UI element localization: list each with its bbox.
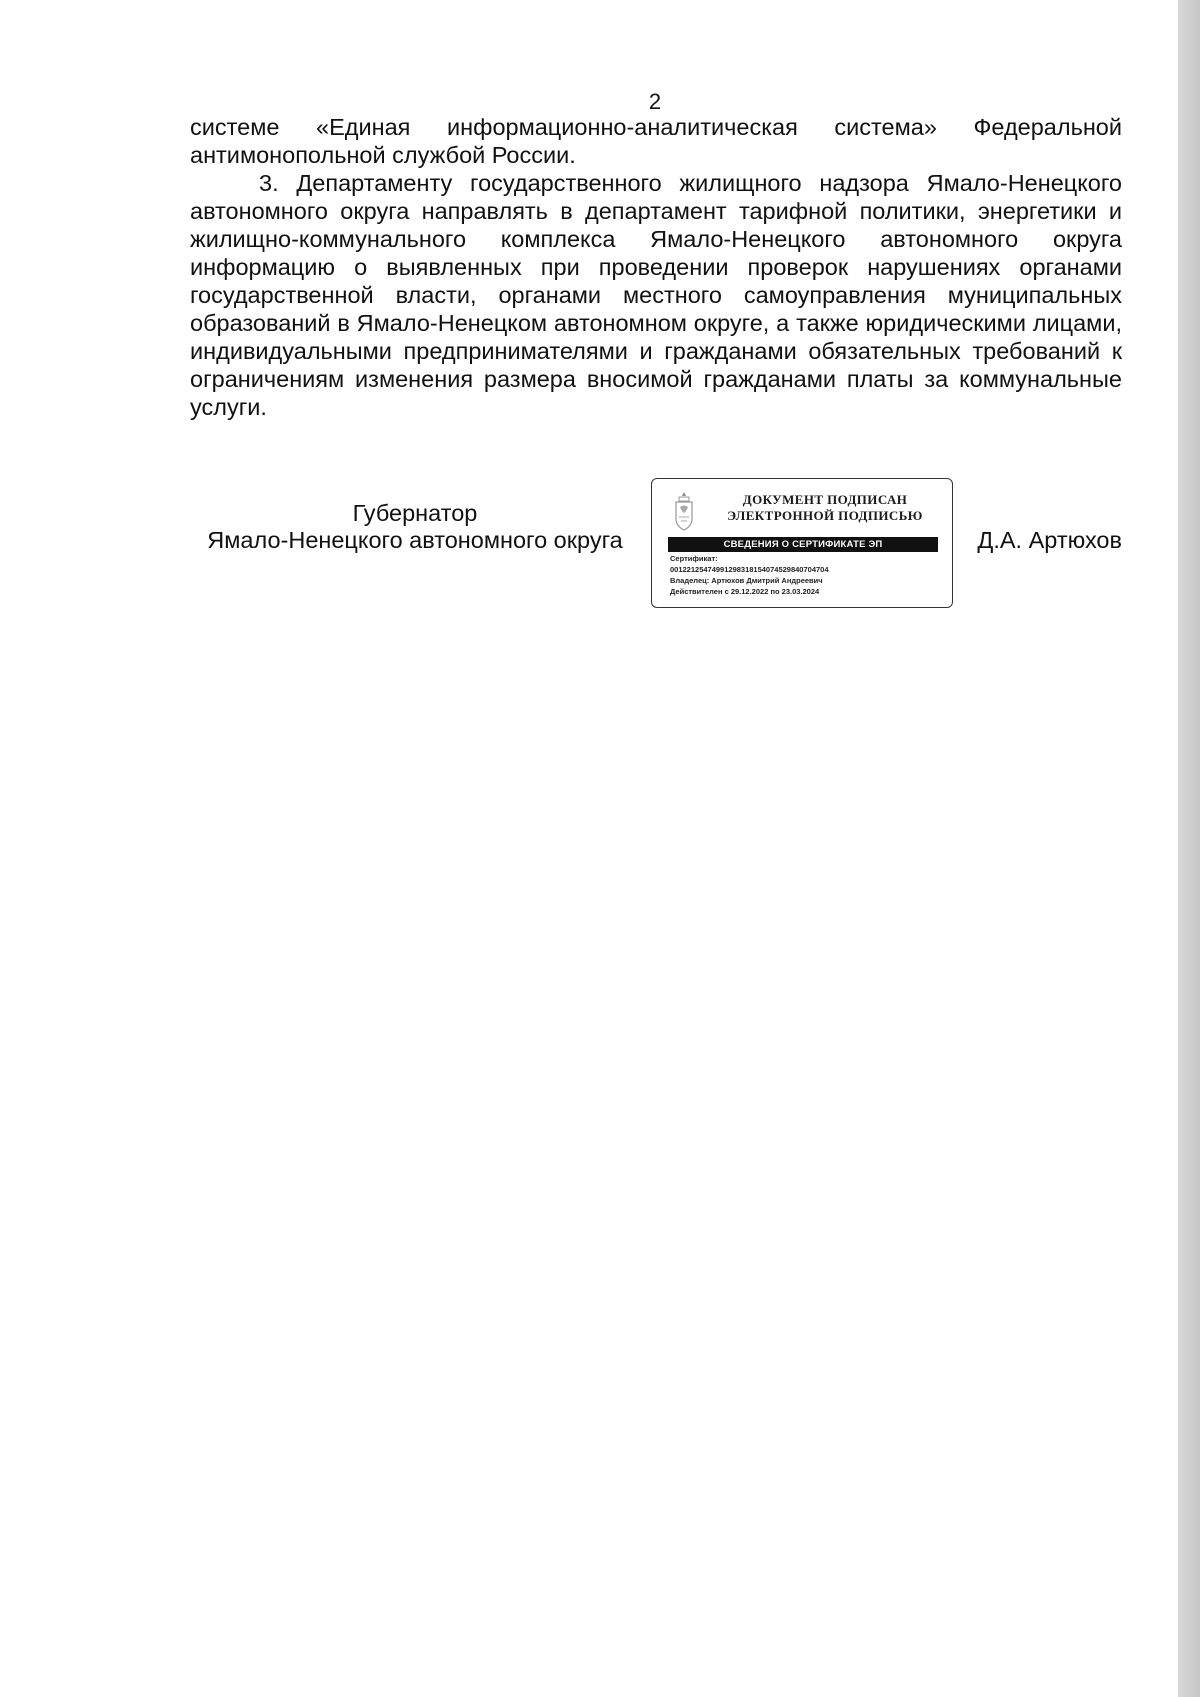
stamp-heading-line-1: ДОКУМЕНТ ПОДПИСАН <box>742 492 908 507</box>
stamp-certificate-bar: СВЕДЕНИЯ О СЕРТИФИКАТЕ ЭП <box>668 537 938 552</box>
signatory-position-line-2: Ямало-Ненецкого автономного округа <box>207 527 623 553</box>
paragraph-continuation: системе «Единая информационно-аналитическая система» Федеральной антимонопольной службой России. <box>190 114 1122 168</box>
page-number: 2 <box>648 89 662 114</box>
stamp-heading-line-2: ЭЛЕКТРОННОЙ ПОДПИСЬЮ <box>727 508 923 523</box>
coat-of-arms-icon <box>672 491 696 533</box>
document-body <box>190 113 1122 421</box>
signatory-position <box>190 500 640 554</box>
stamp-certificate-label: Сертификат: <box>670 554 718 563</box>
stamp-owner: Владелец: Артюхов Дмитрий Андреевич <box>670 576 823 585</box>
scan-page-edge <box>1178 0 1200 1697</box>
paragraph-item-3: 3. Департаменту государственного жилищного надзора Ямало-Ненецкого автономного округа направлять в департамент тарифной политики, энергетики и жилищно-коммунального комплекса Ямало-Ненецкого автономного округа информацию о выявленных при проведении проверок нарушениях органами государственной власти, органами местного самоуправления муниципальных образований в Ямало-Ненецком автономном округе, а также юридическими лицами, индивидуальными предпринимателями и гражданами обязательных требований к ограничениям изменения размера вносимой гражданами платы за коммунальные услуги. <box>190 170 1122 420</box>
stamp-heading <box>710 492 940 524</box>
stamp-validity: Действителен с 29.12.2022 по 23.03.2024 <box>670 587 820 596</box>
stamp-certificate-number: 00122125474991298318154074529840704704 <box>670 565 829 574</box>
signatory-name: Д.А. Артюхов <box>977 527 1122 553</box>
signatory-position-line-1: Губернатор <box>352 500 478 526</box>
